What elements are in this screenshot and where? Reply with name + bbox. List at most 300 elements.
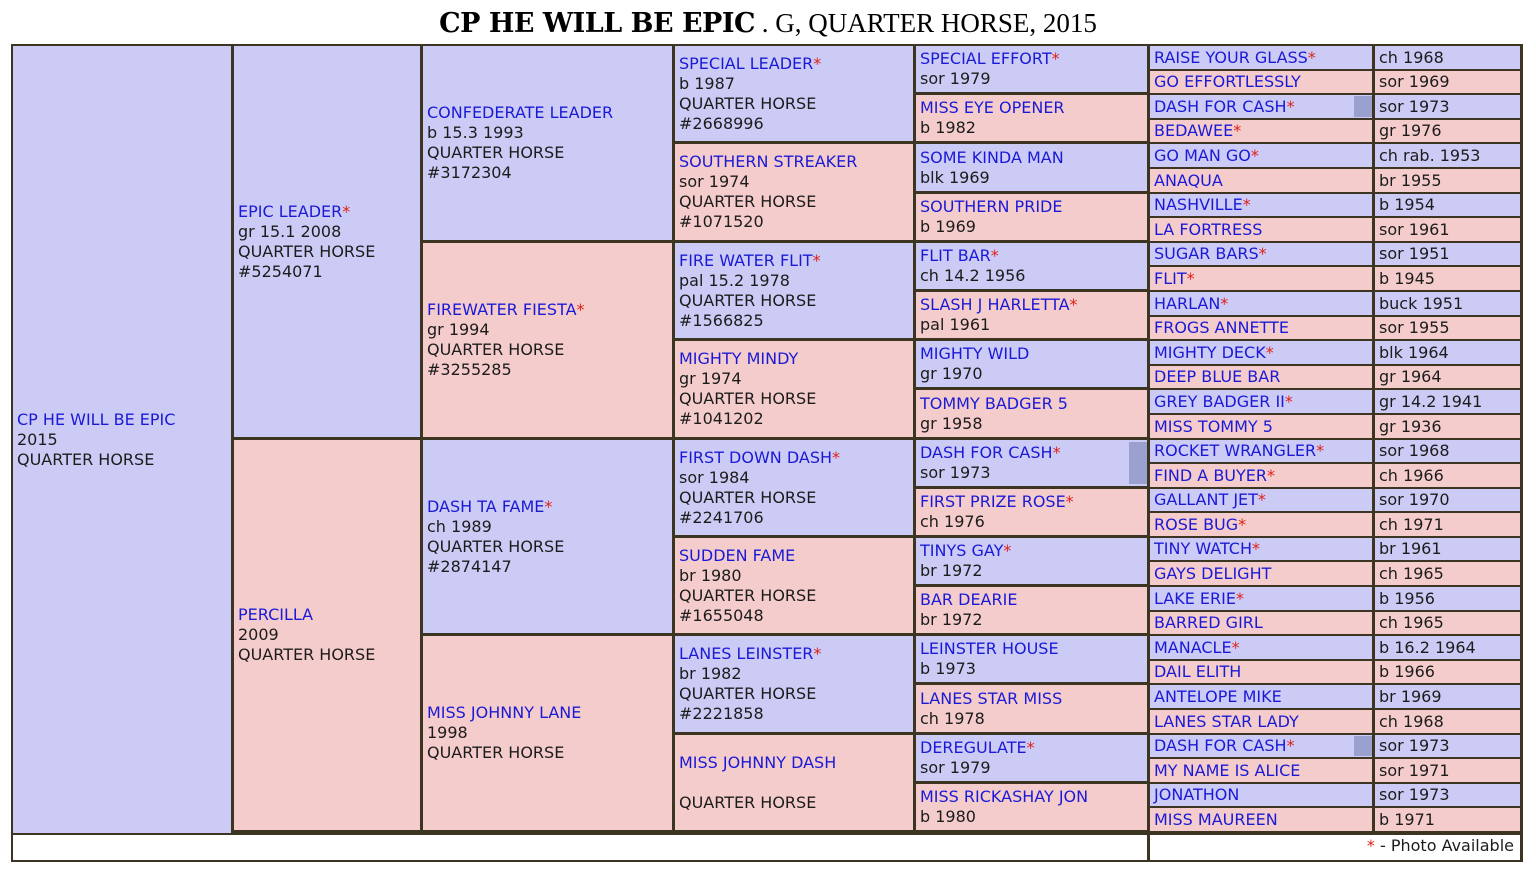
- horse-name-link[interactable]: FIRST PRIZE ROSE: [920, 492, 1066, 511]
- horse-name-link[interactable]: FLIT BAR: [920, 246, 991, 265]
- horse-detail: 2009: [238, 625, 279, 644]
- pedigree-cell-c5-8: [916, 440, 1147, 486]
- horse-name-line: [427, 103, 670, 123]
- horse-name-line: [1154, 785, 1370, 805]
- pedigree-cell-c6-7: [1150, 218, 1372, 241]
- photo-available-icon: *: [1186, 269, 1195, 288]
- horse-detail: sor 1961: [1379, 220, 1450, 239]
- horse-name-link[interactable]: BEDAWEE: [1154, 121, 1234, 140]
- horse-name-link[interactable]: HARLAN: [1154, 294, 1221, 313]
- horse-name-link[interactable]: ANAQUA: [1154, 171, 1223, 190]
- photo-available-icon: *: [812, 251, 821, 270]
- horse-info: [920, 738, 1145, 778]
- pedigree-info-c7-18: [1375, 489, 1520, 511]
- horse-name-link[interactable]: FIRE WATER FLIT: [679, 251, 813, 270]
- horse-detail: #1071520: [679, 212, 764, 231]
- horse-name-link[interactable]: MIGHTY WILD: [920, 344, 1030, 363]
- horse-info: [920, 590, 1145, 630]
- photo-available-icon: *: [1265, 343, 1274, 362]
- horse-name-link[interactable]: MISS JOHNNY DASH: [679, 753, 837, 772]
- horse-detail: QUARTER HORSE: [679, 488, 817, 507]
- horse-name-link[interactable]: FROGS ANNETTE: [1154, 318, 1289, 337]
- pedigree-cell-c4-5: [675, 538, 913, 633]
- horse-detail: br 1955: [1379, 171, 1442, 190]
- horse-name-link[interactable]: BAR DEARIE: [920, 590, 1018, 609]
- horse-name-line: [1154, 539, 1370, 559]
- photo-available-icon: *: [1220, 294, 1229, 313]
- horse-name-line: [1154, 220, 1370, 240]
- horse-detail: ch 1971: [1379, 515, 1444, 534]
- horse-name-line: [1154, 638, 1370, 658]
- horse-detail: QUARTER HORSE: [17, 450, 155, 469]
- horse-name-line: [679, 251, 911, 271]
- pedigree-cell-c5-7: [916, 390, 1147, 437]
- photo-available-icon: *: [1069, 295, 1078, 314]
- horse-name-line: [1154, 367, 1370, 387]
- horse-name-link[interactable]: GREY BADGER II: [1154, 392, 1285, 411]
- horse-name-link[interactable]: MANACLE: [1154, 638, 1232, 657]
- pedigree-cell-c6-6: [1150, 194, 1372, 216]
- scrollbar-marker: [1354, 96, 1372, 117]
- horse-detail: ch 1968: [1379, 48, 1444, 67]
- pedigree-info-c7-3: [1375, 120, 1520, 142]
- horse-name-link[interactable]: PERCILLA: [238, 605, 314, 624]
- horse-detail: buck 1951: [1379, 294, 1464, 313]
- horse-name-link[interactable]: TINY WATCH: [1154, 539, 1253, 558]
- horse-detail: QUARTER HORSE: [679, 94, 817, 113]
- horse-name-link[interactable]: FIREWATER FIESTA: [427, 300, 577, 319]
- pedigree-cell-c6-27: [1150, 710, 1372, 733]
- photo-available-icon: *: [1257, 490, 1266, 509]
- horse-name-line: [1154, 146, 1370, 166]
- horse-detail: sor 1973: [1379, 736, 1450, 755]
- horse-name-link[interactable]: DASH TA FAME: [427, 497, 545, 516]
- horse-name-line: [1154, 48, 1370, 68]
- horse-name-line: [1154, 466, 1370, 486]
- pedigree-info-c7-20: [1375, 538, 1520, 560]
- horse-name-link[interactable]: MISS MAUREEN: [1154, 810, 1278, 829]
- pedigree-info-c7-2: [1375, 95, 1520, 118]
- horse-detail: br 1972: [920, 561, 983, 580]
- horse-name-link[interactable]: MIGHTY DECK: [1154, 343, 1266, 362]
- photo-available-legend: [1367, 836, 1514, 856]
- horse-detail: 2015: [17, 430, 58, 449]
- pedigree-info-c7-11: [1375, 317, 1520, 339]
- horse-detail: gr 1936: [1379, 417, 1442, 436]
- photo-available-icon: *: [342, 202, 351, 221]
- horse-name-line: [920, 443, 1145, 463]
- horse-detail: sor 1974: [679, 172, 750, 191]
- horse-detail: pal 1961: [920, 315, 991, 334]
- pedigree-chart: [11, 44, 1523, 862]
- horse-detail: #5254071: [238, 262, 323, 281]
- horse-name-line: [1154, 195, 1370, 215]
- horse-detail: ch 1965: [1379, 564, 1444, 583]
- pedigree-cell-c6-10: [1150, 292, 1372, 315]
- horse-name-link[interactable]: BARRED GIRL: [1154, 613, 1263, 632]
- pedigree-cell-c6-8: [1150, 243, 1372, 265]
- horse-name-link[interactable]: DEREGULATE: [920, 738, 1027, 757]
- pedigree-cell-c4-6: [675, 636, 913, 732]
- horse-detail: ch rab. 1953: [1379, 146, 1481, 165]
- horse-name-link[interactable]: ANTELOPE MIKE: [1154, 687, 1282, 706]
- pedigree-info-c7-22: [1375, 587, 1520, 610]
- pedigree-info-c7-16: [1375, 440, 1520, 462]
- horse-name-link[interactable]: SPECIAL LEADER: [679, 54, 814, 73]
- horse-detail: br 1961: [1379, 539, 1442, 558]
- horse-name-link[interactable]: FIND A BUYER: [1154, 466, 1268, 485]
- horse-name-line: [920, 738, 1145, 758]
- horse-name-link[interactable]: ROCKET WRANGLER: [1154, 441, 1317, 460]
- pedigree-cell-c3-1: [423, 243, 672, 437]
- pedigree-cell-c6-22: [1150, 587, 1372, 610]
- horse-name-line: [17, 410, 229, 430]
- horse-name-link[interactable]: RAISE YOUR GLASS: [1154, 48, 1308, 67]
- pedigree-info-c7-26: [1375, 685, 1520, 708]
- pedigree-cell-c6-3: [1150, 120, 1372, 142]
- pedigree-cell-c5-1: [916, 95, 1147, 141]
- horse-name-link[interactable]: GO MAN GO: [1154, 146, 1251, 165]
- horse-name-link[interactable]: SLASH J HARLETTA: [920, 295, 1070, 314]
- pedigree-cell-c4-1: [675, 144, 913, 240]
- horse-name-line: [427, 703, 670, 723]
- pedigree-cell-c6-15: [1150, 415, 1372, 438]
- pedigree-cell-c4-0: [675, 46, 913, 141]
- pedigree-cell-c3-3: [423, 636, 672, 830]
- photo-available-icon: *: [576, 300, 585, 319]
- pedigree-info-c7-24: [1375, 636, 1520, 659]
- horse-name-line: [920, 197, 1145, 217]
- horse-info: [920, 787, 1145, 827]
- photo-available-icon: *: [1284, 392, 1293, 411]
- pedigree-info-c7-8: [1375, 243, 1520, 265]
- horse-detail: sor 1973: [920, 463, 991, 482]
- scrollbar-marker: [1354, 736, 1372, 756]
- horse-detail: sor 1955: [1379, 318, 1450, 337]
- pedigree-cell-c5-13: [916, 685, 1147, 732]
- pedigree-info-c7-6: [1375, 194, 1520, 216]
- pedigree-info-c7-30: [1375, 784, 1520, 806]
- horse-detail: gr 1994: [427, 320, 490, 339]
- pedigree-info-c7-10: [1375, 292, 1520, 315]
- pedigree-info-c7-23: [1375, 612, 1520, 634]
- horse-name-line: [679, 54, 911, 74]
- pedigree-info-c7-25: [1375, 661, 1520, 683]
- photo-available-icon: *: [1026, 738, 1035, 757]
- horse-info: [920, 295, 1145, 335]
- horse-name-link[interactable]: LA FORTRESS: [1154, 220, 1263, 239]
- pedigree-cell-c5-5: [916, 292, 1147, 338]
- pedigree-cell-c6-21: [1150, 562, 1372, 585]
- horse-detail: br 1982: [679, 664, 742, 683]
- horse-detail: gr 15.1 2008: [238, 222, 342, 241]
- horse-name-link[interactable]: MISS TOMMY 5: [1154, 417, 1273, 436]
- pedigree-cell-c6-28: [1150, 735, 1372, 757]
- horse-name-line: [1154, 392, 1370, 412]
- photo-available-icon: *: [990, 246, 999, 265]
- horse-name-link[interactable]: SUDDEN FAME: [679, 546, 796, 565]
- horse-detail: gr 1958: [920, 414, 983, 433]
- horse-detail: QUARTER HORSE: [679, 586, 817, 605]
- pedigree-info-c7-0: [1375, 46, 1520, 69]
- horse-info: [427, 497, 670, 577]
- horse-name-title: CP HE WILL BE EPIC: [439, 8, 755, 39]
- horse-name-line: [679, 644, 911, 664]
- pedigree-info-c7-1: [1375, 71, 1520, 93]
- horse-detail: b 1971: [1379, 810, 1435, 829]
- horse-name-link[interactable]: LANES STAR LADY: [1154, 712, 1299, 731]
- horse-detail: br 1972: [920, 610, 983, 629]
- horse-name-link[interactable]: GO EFFORTLESSLY: [1154, 72, 1301, 91]
- horse-detail: br 1980: [679, 566, 742, 585]
- horse-detail: gr 14.2 1941: [1379, 392, 1483, 411]
- photo-available-icon: *: [813, 54, 822, 73]
- horse-detail: QUARTER HORSE: [238, 242, 376, 261]
- horse-detail: #2668996: [679, 114, 764, 133]
- horse-name-line: [920, 344, 1145, 364]
- horse-detail: ch 14.2 1956: [920, 266, 1026, 285]
- pedigree-cell-c6-1: [1150, 71, 1372, 93]
- horse-name-link[interactable]: TINYS GAY: [920, 541, 1004, 560]
- horse-name-link[interactable]: DASH FOR CASH: [920, 443, 1053, 462]
- horse-name-link[interactable]: NASHVILLE: [1154, 195, 1243, 214]
- horse-name-line: [1154, 613, 1370, 633]
- horse-name-line: [920, 49, 1145, 69]
- horse-name-link[interactable]: DEEP BLUE BAR: [1154, 367, 1281, 386]
- horse-name-link[interactable]: DASH FOR CASH: [1154, 736, 1287, 755]
- pedigree-cell-c6-25: [1150, 661, 1372, 683]
- horse-name-line: [1154, 171, 1370, 191]
- pedigree-cell-c6-13: [1150, 366, 1372, 388]
- photo-available-icon: *: [1286, 97, 1295, 116]
- horse-detail: sor 1971: [1379, 761, 1450, 780]
- pedigree-info-c7-4: [1375, 144, 1520, 167]
- horse-detail: QUARTER HORSE: [679, 793, 817, 812]
- pedigree-cell-c2-1: [234, 440, 420, 830]
- horse-name-link[interactable]: SOUTHERN STREAKER: [679, 152, 858, 171]
- horse-name-link[interactable]: SOUTHERN PRIDE: [920, 197, 1063, 216]
- horse-name-link[interactable]: TOMMY BADGER 5: [920, 394, 1068, 413]
- horse-name-line: [1154, 294, 1370, 314]
- horse-info: [679, 54, 911, 134]
- pedigree-cell-c5-2: [916, 144, 1147, 191]
- pedigree-cell-c4-4: [675, 440, 913, 535]
- horse-detail: b 1987: [679, 74, 735, 93]
- photo-available-icon: *: [1052, 443, 1061, 462]
- horse-detail: #3255285: [427, 360, 512, 379]
- horse-name-link[interactable]: MY NAME IS ALICE: [1154, 761, 1301, 780]
- scrollbar-marker: [1129, 442, 1147, 484]
- photo-available-icon: *: [1065, 492, 1074, 511]
- photo-available-icon: *: [1003, 541, 1012, 560]
- horse-detail: #1041202: [679, 409, 764, 428]
- horse-name-link[interactable]: MIGHTY MINDY: [679, 349, 799, 368]
- horse-name-link[interactable]: MISS EYE OPENER: [920, 98, 1065, 117]
- horse-name-link[interactable]: DAIL ELITH: [1154, 662, 1242, 681]
- horse-detail: QUARTER HORSE: [679, 684, 817, 703]
- horse-name-link[interactable]: LANES LEINSTER: [679, 644, 814, 663]
- horse-name-link[interactable]: SPECIAL EFFORT: [920, 49, 1052, 68]
- horse-info: [679, 644, 911, 724]
- pedigree-cell-c5-3: [916, 194, 1147, 240]
- horse-detail: ch 1965: [1379, 613, 1444, 632]
- pedigree-cell-c6-24: [1150, 636, 1372, 659]
- horse-name-line: [920, 787, 1145, 807]
- pedigree-info-c7-19: [1375, 513, 1520, 536]
- pedigree-cell-c6-18: [1150, 489, 1372, 511]
- horse-detail: sor 1968: [1379, 441, 1450, 460]
- horse-name-link[interactable]: MISS JOHNNY LANE: [427, 703, 582, 722]
- horse-name-line: [427, 300, 670, 320]
- horse-info: [427, 300, 670, 380]
- horse-name-line: [1154, 761, 1370, 781]
- horse-name-line: [679, 448, 911, 468]
- horse-detail: gr 1976: [1379, 121, 1442, 140]
- horse-name-line: [1154, 564, 1370, 584]
- horse-name-link[interactable]: LAKE ERIE: [1154, 589, 1236, 608]
- horse-info: [920, 689, 1145, 729]
- horse-detail: ch 1966: [1379, 466, 1444, 485]
- horse-name-line: [1154, 687, 1370, 707]
- horse-name-link[interactable]: CP HE WILL BE EPIC: [17, 410, 176, 429]
- horse-name-line: [679, 152, 911, 172]
- pedigree-info-c7-5: [1375, 169, 1520, 192]
- horse-name-line: [679, 349, 911, 369]
- horse-name-line: [1154, 121, 1370, 141]
- horse-detail: sor 1969: [1379, 72, 1450, 91]
- horse-name-link[interactable]: CONFEDERATE LEADER: [427, 103, 614, 122]
- horse-name-line: [1154, 515, 1370, 535]
- horse-name-line: [1154, 736, 1370, 756]
- photo-available-icon: *: [1242, 195, 1251, 214]
- horse-info: [920, 98, 1145, 138]
- horse-detail: QUARTER HORSE: [427, 537, 565, 556]
- horse-info: [679, 152, 911, 232]
- horse-name-line: [679, 753, 911, 773]
- pedigree-subject-cell: [13, 46, 231, 833]
- horse-info: [920, 639, 1145, 679]
- horse-name-link[interactable]: GALLANT JET: [1154, 490, 1258, 509]
- pedigree-info-c7-17: [1375, 464, 1520, 487]
- horse-name-line: [920, 689, 1145, 709]
- horse-detail: ch 1968: [1379, 712, 1444, 731]
- pedigree-cell-c6-19: [1150, 513, 1372, 536]
- horse-detail: b 1954: [1379, 195, 1435, 214]
- horse-info: [920, 492, 1145, 532]
- horse-info: [238, 202, 418, 282]
- horse-name-line: [920, 295, 1145, 315]
- photo-available-icon: *: [813, 644, 822, 663]
- horse-name-line: [920, 639, 1145, 659]
- pedigree-info-c7-13: [1375, 366, 1520, 388]
- horse-detail: b 1966: [1379, 662, 1435, 681]
- pedigree-cell-c6-16: [1150, 440, 1372, 462]
- legend-label: - Photo Available: [1374, 836, 1514, 855]
- footer-legend-cell: [1150, 835, 1520, 860]
- photo-available-icon: *: [1286, 736, 1295, 755]
- horse-name-link[interactable]: SOME KINDA MAN: [920, 148, 1064, 167]
- horse-detail: #2874147: [427, 557, 512, 576]
- photo-available-icon: *: [1233, 121, 1242, 140]
- horse-name-line: [1154, 318, 1370, 338]
- horse-name-line: [238, 202, 418, 222]
- horse-detail: gr 1964: [1379, 367, 1442, 386]
- horse-name-link[interactable]: DASH FOR CASH: [1154, 97, 1287, 116]
- photo-available-icon: *: [1307, 48, 1316, 67]
- pedigree-cell-c4-7: [675, 735, 913, 830]
- photo-available-icon: *: [1235, 589, 1244, 608]
- horse-info: [679, 546, 911, 626]
- horse-name-link[interactable]: ROSE BUG: [1154, 515, 1239, 534]
- horse-name-link[interactable]: LEINSTER HOUSE: [920, 639, 1059, 658]
- horse-name-link[interactable]: SUGAR BARS: [1154, 244, 1259, 263]
- pedigree-cell-c6-31: [1150, 808, 1372, 831]
- photo-available-icon: *: [1366, 836, 1375, 855]
- pedigree-info-c7-29: [1375, 759, 1520, 782]
- horse-name-link[interactable]: FLIT: [1154, 269, 1187, 288]
- horse-detail: b 16.2 1964: [1379, 638, 1476, 657]
- pedigree-info-c7-28: [1375, 735, 1520, 757]
- horse-detail: b 1969: [920, 217, 976, 236]
- horse-detail: ch 1976: [920, 512, 985, 531]
- horse-name-line: [1154, 244, 1370, 264]
- horse-name-line: [920, 148, 1145, 168]
- horse-detail: blk 1964: [1379, 343, 1449, 362]
- pedigree-info-c7-9: [1375, 267, 1520, 290]
- horse-name-line: [920, 98, 1145, 118]
- horse-info: [920, 148, 1145, 188]
- horse-detail: b 1956: [1379, 589, 1435, 608]
- horse-detail: ch 1989: [427, 517, 492, 536]
- pedigree-cell-c5-12: [916, 636, 1147, 682]
- pedigree-cell-c5-15: [916, 784, 1147, 830]
- horse-info: [679, 448, 911, 528]
- horse-name-line: [1154, 810, 1370, 830]
- horse-info: [679, 251, 911, 331]
- photo-available-icon: *: [1252, 539, 1261, 558]
- horse-name-link[interactable]: GAYS DELIGHT: [1154, 564, 1272, 583]
- horse-info: [17, 410, 229, 470]
- horse-detail: [679, 773, 911, 793]
- horse-name-line: [1154, 72, 1370, 92]
- pedigree-cell-c6-11: [1150, 317, 1372, 339]
- horse-name-line: [920, 394, 1145, 414]
- horse-name-link[interactable]: FIRST DOWN DASH: [679, 448, 833, 467]
- horse-info: [920, 49, 1145, 89]
- horse-name-link[interactable]: MISS RICKASHAY JON: [920, 787, 1089, 806]
- horse-detail: b 1980: [920, 807, 976, 826]
- horse-info: [427, 703, 670, 763]
- horse-info: [920, 197, 1145, 237]
- photo-available-icon: *: [1316, 441, 1325, 460]
- horse-detail: sor 1984: [679, 468, 750, 487]
- horse-name-link[interactable]: LANES STAR MISS: [920, 689, 1063, 708]
- horse-name-line: [1154, 97, 1370, 117]
- horse-name-link[interactable]: JONATHON: [1154, 785, 1240, 804]
- photo-available-icon: *: [1238, 515, 1247, 534]
- horse-detail: gr 1974: [679, 369, 742, 388]
- horse-detail: QUARTER HORSE: [427, 143, 565, 162]
- pedigree-info-c7-27: [1375, 710, 1520, 733]
- horse-info: [920, 246, 1145, 286]
- pedigree-cell-c2-0: [234, 46, 420, 437]
- photo-available-icon: *: [832, 448, 841, 467]
- pedigree-cell-c6-14: [1150, 390, 1372, 413]
- horse-info: [920, 541, 1145, 581]
- horse-name-link[interactable]: EPIC LEADER: [238, 202, 343, 221]
- horse-name-line: [427, 497, 670, 517]
- horse-detail: b 1973: [920, 659, 976, 678]
